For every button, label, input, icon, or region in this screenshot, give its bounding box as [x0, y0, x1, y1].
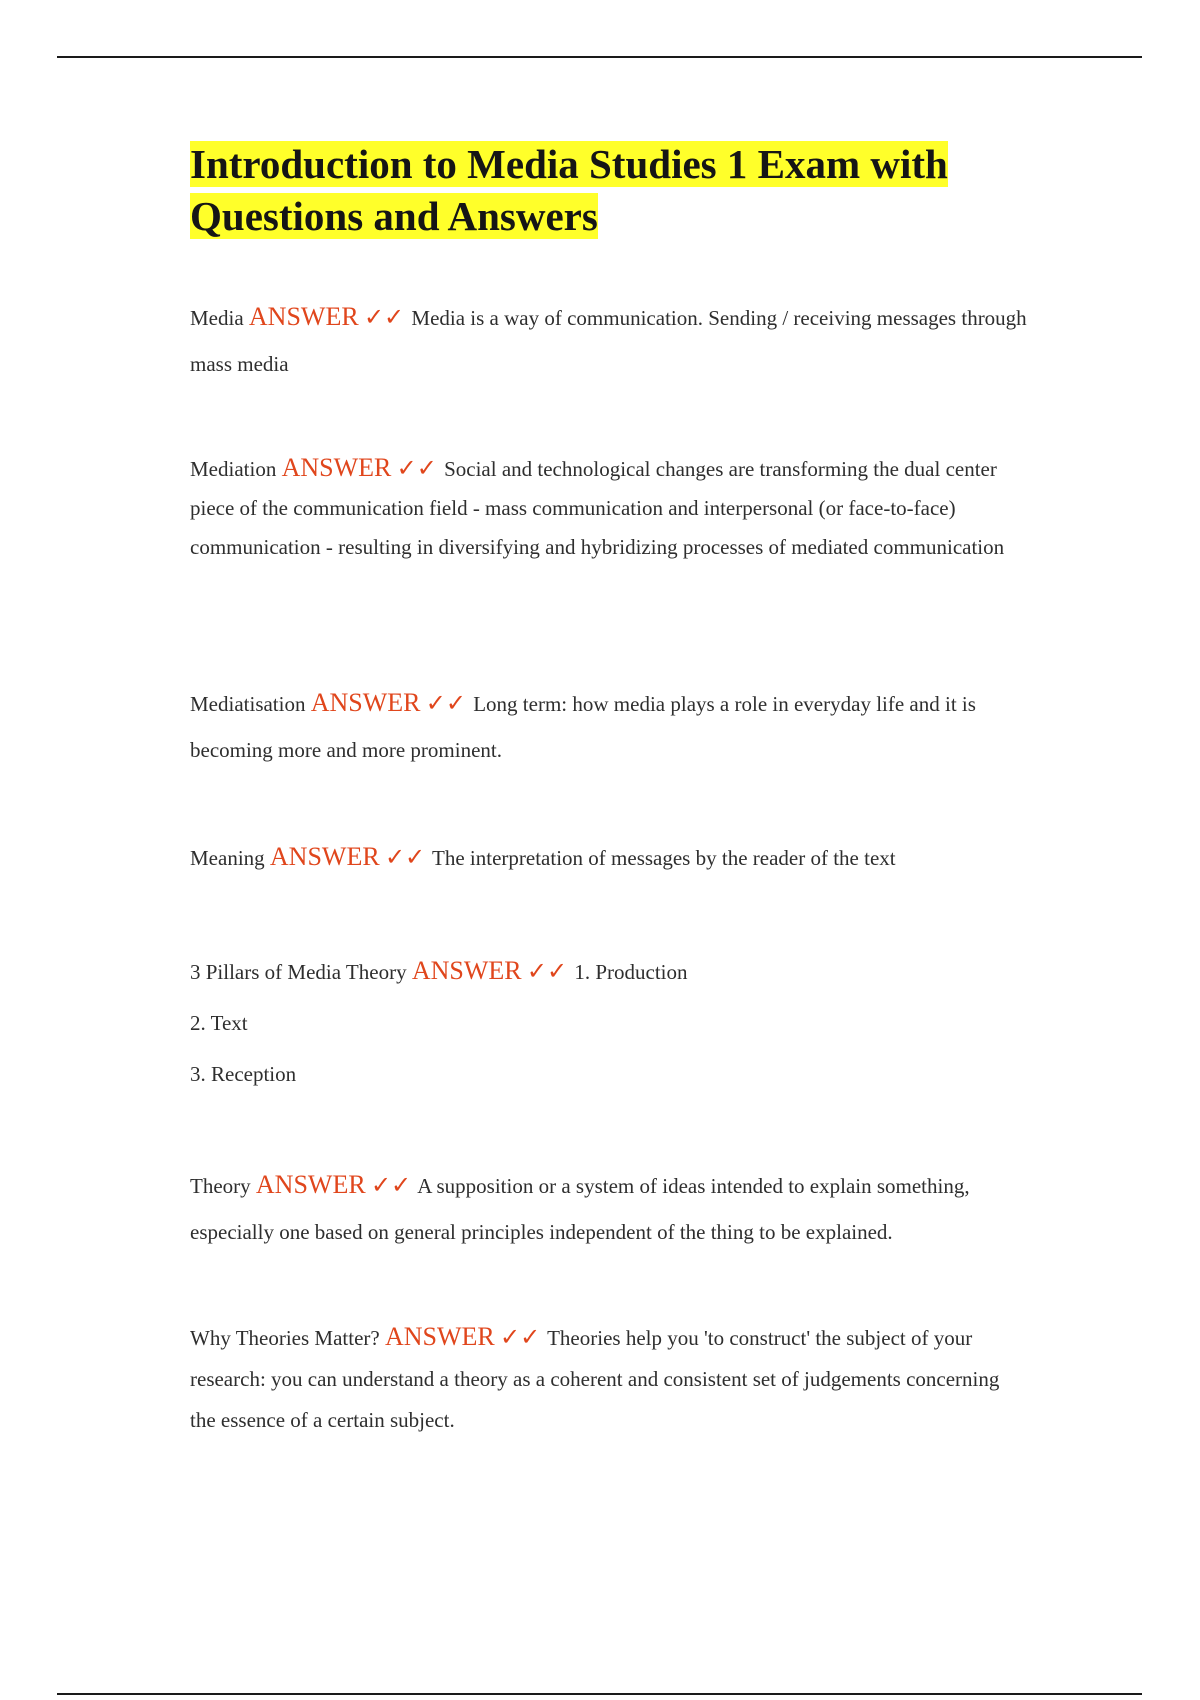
answer-label: ANSWER	[310, 688, 421, 717]
qa-entry-mediatisation	[190, 680, 1030, 773]
qa-term: 3 Pillars of Media Theory	[190, 960, 407, 984]
answer-label: ANSWER	[269, 842, 380, 871]
double-check-icon: ✓✓	[425, 691, 466, 717]
qa-definition: A supposition or a system of ideas intended to explain something, especially one based on general principles independent of the thing to be explained.	[190, 1174, 970, 1244]
answer-label: ANSWER	[384, 1322, 495, 1351]
answer-label: ANSWER	[255, 1170, 366, 1199]
qa-definition: Social and technological changes are transforming the dual center piece of the communication field - mass communication and interpersonal (or face-to-face) communication - resulting in diversifying and hybridizing processes of mediated communication	[190, 457, 1005, 559]
qa-term: Meaning	[190, 846, 265, 870]
qa-entry-meaning	[190, 834, 1030, 881]
double-check-icon: ✓✓	[526, 959, 568, 985]
qa-term: Why Theories Matter?	[190, 1326, 380, 1350]
bottom-rule	[57, 1693, 1142, 1695]
qa-term: Mediation	[190, 457, 277, 481]
qa-entry-media	[190, 294, 1030, 387]
qa-entry-pillars	[190, 948, 1030, 995]
double-check-icon: ✓✓	[384, 845, 426, 871]
answer-label: ANSWER	[411, 956, 522, 985]
qa-term: Media	[190, 306, 244, 330]
qa-entry-theory	[190, 1162, 1030, 1255]
qa-definition: The interpretation of messages by the reader of the text	[432, 846, 896, 870]
qa-term: Mediatisation	[190, 692, 306, 716]
answer-label: ANSWER	[281, 453, 392, 482]
qa-definition: Theories help you 'to construct' the subject of your research: you can understand a theory as a coherent and consistent set of judgements concerning the essence of a certain subject.	[190, 1326, 1000, 1432]
pillar-item-text: 2. Text	[190, 1011, 248, 1035]
double-check-icon: ✓✓	[370, 1173, 412, 1199]
document-title	[190, 138, 1030, 242]
qa-definition: Media is a way of communication. Sending / receiving messages through mass media	[190, 306, 1027, 376]
double-check-icon: ✓✓	[396, 456, 437, 482]
document-page	[190, 138, 1030, 1432]
pillar-item-reception: 3. Reception	[190, 1062, 297, 1086]
qa-entry-why-theories-matter	[190, 1316, 1030, 1441]
qa-definition: 1. Production	[574, 960, 688, 984]
qa-entry-mediation	[190, 448, 1030, 567]
qa-definition: Long term: how media plays a role in everyday life and it is becoming more and more prominent.	[190, 692, 976, 762]
double-check-icon: ✓✓	[500, 1325, 541, 1351]
title-highlight: Introduction to Media Studies 1 Exam with Questions and Answers	[190, 141, 948, 239]
answer-label: ANSWER	[248, 302, 359, 331]
double-check-icon: ✓✓	[363, 305, 405, 331]
qa-term: Theory	[190, 1174, 251, 1198]
top-rule	[57, 56, 1142, 58]
